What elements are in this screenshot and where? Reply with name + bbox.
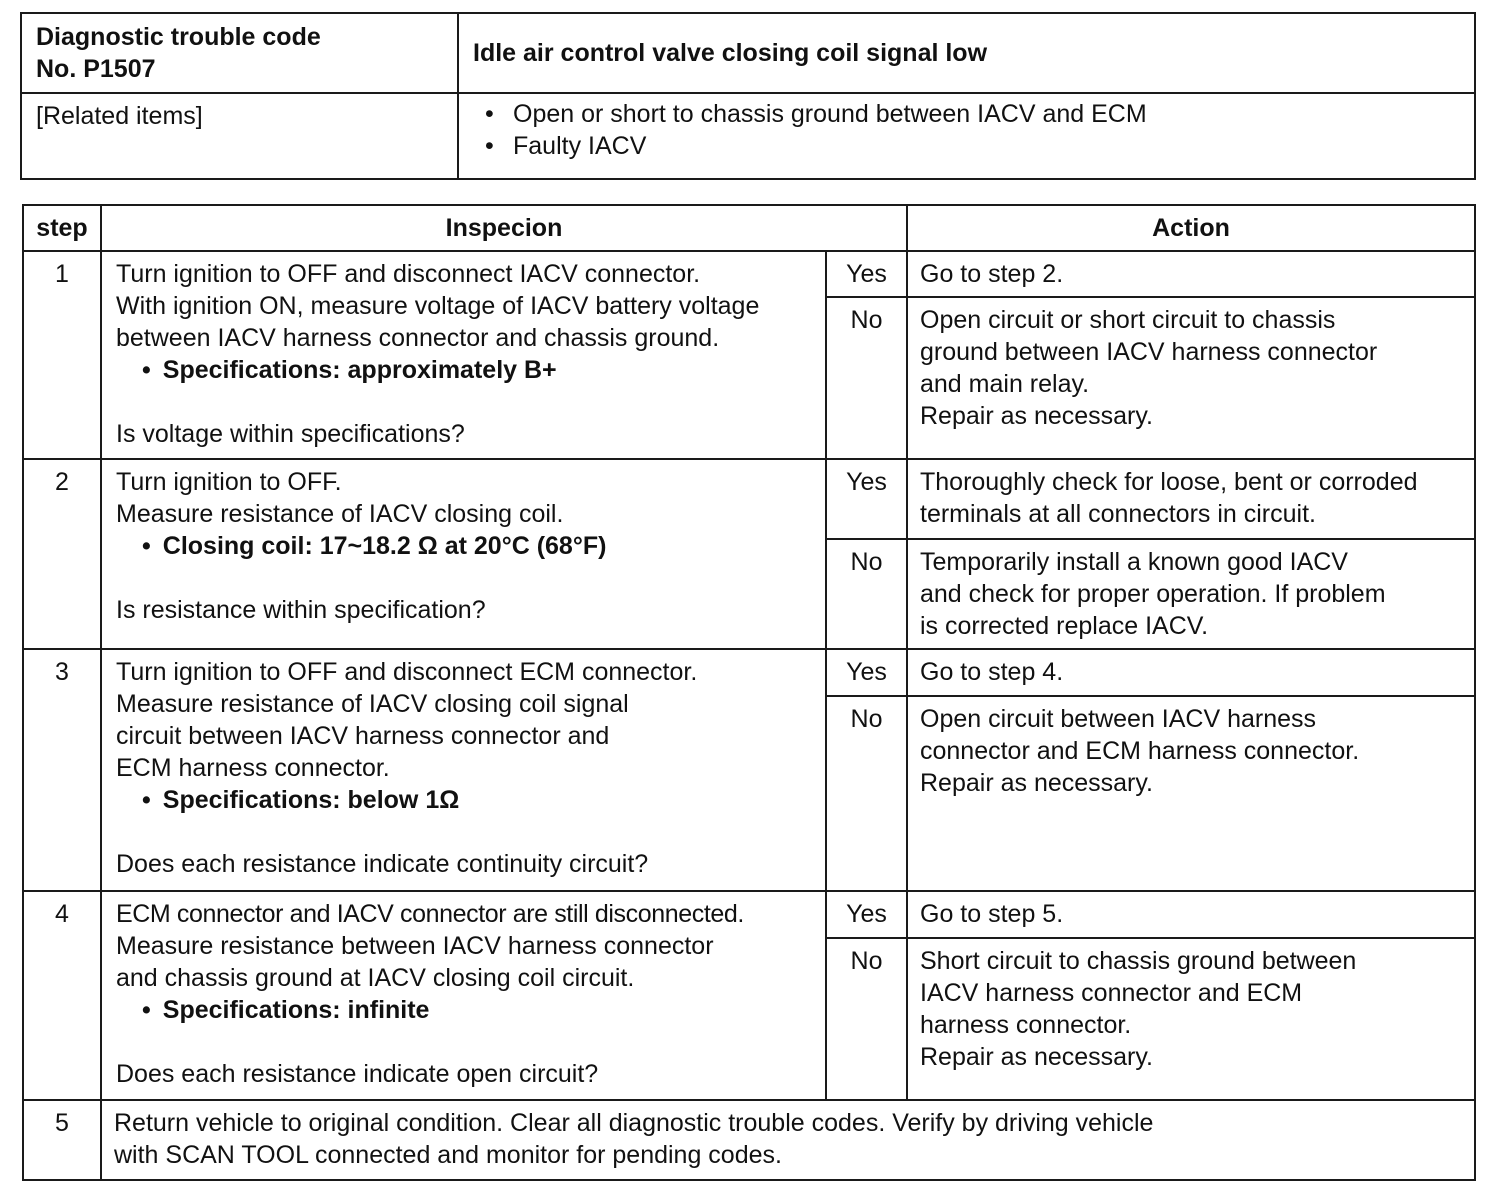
related-items-cell — [458, 93, 1475, 179]
dtc-title: Idle air control valve closing coil signal low — [458, 13, 1475, 93]
yes-action: Go to step 5. — [907, 891, 1475, 938]
inspection-line: Measure resistance of IACV closing coil signal — [116, 690, 629, 718]
inspection-cell — [101, 891, 826, 1100]
table-row — [23, 1100, 1475, 1180]
action-line: harness connector. — [920, 1011, 1132, 1039]
action-line: and main relay. — [920, 370, 1090, 398]
yes-label: Yes — [826, 459, 907, 539]
specification: • Specifications: infinite — [116, 994, 815, 1026]
yes-action — [907, 459, 1475, 539]
table-row — [23, 649, 1475, 696]
step-number: 2 — [23, 459, 101, 649]
specification: • Specifications: below 1Ω — [116, 784, 815, 816]
action-line: Temporarily install a known good IACV — [920, 548, 1348, 576]
inspection-line: Turn ignition to OFF and disconnect ECM connector. — [116, 658, 698, 686]
inspection-line: Return vehicle to original condition. Clear all diagnostic trouble codes. Verify by driving vehicle — [114, 1109, 1154, 1137]
inspection-cell — [101, 459, 826, 649]
action-line: Repair as necessary. — [920, 1043, 1153, 1071]
no-label: No — [826, 539, 907, 649]
no-label: No — [826, 297, 907, 459]
inspection-line: ECM harness connector. — [116, 754, 390, 782]
no-label: No — [826, 696, 907, 891]
inspection-line: With ignition ON, measure voltage of IACV battery voltage — [116, 292, 760, 320]
inspection-cell — [101, 251, 826, 459]
action-line: Thoroughly check for loose, bent or corroded — [920, 468, 1418, 496]
action-line: and check for proper operation. If problem — [920, 580, 1386, 608]
table-row — [23, 459, 1475, 539]
dtc-code-number: No. P1507 — [36, 55, 156, 83]
related-item: • Open or short to chassis ground between IACV and ECM — [513, 98, 1460, 130]
table-header-row — [23, 205, 1475, 251]
inspection-line: between IACV harness connector and chassis ground. — [116, 324, 720, 352]
related-items-label: [Related items] — [21, 93, 458, 179]
inspection-question: Is resistance within specification? — [116, 596, 486, 624]
step-number: 1 — [23, 251, 101, 459]
related-item: • Faulty IACV — [513, 130, 1460, 162]
action-line: Open circuit between IACV harness — [920, 705, 1317, 733]
procedure-table — [22, 204, 1476, 1181]
action-line: ground between IACV harness connector — [920, 338, 1378, 366]
yes-action: Go to step 2. — [907, 251, 1475, 297]
inspection-column-header: Inspecion — [101, 205, 907, 251]
action-line: Repair as necessary. — [920, 402, 1153, 430]
yes-label: Yes — [826, 649, 907, 696]
inspection-line: and chassis ground at IACV closing coil circuit. — [116, 964, 635, 992]
no-label: No — [826, 938, 907, 1100]
inspection-line: Measure resistance of IACV closing coil. — [116, 500, 564, 528]
inspection-line: with SCAN TOOL connected and monitor for pending codes. — [114, 1141, 782, 1169]
dtc-header-table — [20, 12, 1476, 180]
dtc-code-cell — [21, 13, 458, 93]
yes-label: Yes — [826, 891, 907, 938]
specification: • Specifications: approximately B+ — [116, 354, 815, 386]
action-line: Repair as necessary. — [920, 769, 1153, 797]
step-number: 4 — [23, 891, 101, 1100]
specification: • Closing coil: 17~18.2 Ω at 20°C (68°F) — [116, 530, 815, 562]
action-column-header: Action — [907, 205, 1475, 251]
step-number: 5 — [23, 1100, 101, 1180]
inspection-question: Is voltage within specifications? — [116, 420, 465, 448]
inspection-line: Turn ignition to OFF and disconnect IACV connector. — [116, 260, 701, 288]
yes-label: Yes — [826, 251, 907, 297]
action-line: IACV harness connector and ECM — [920, 979, 1303, 1007]
no-action — [907, 696, 1475, 891]
inspection-line: Turn ignition to OFF. — [116, 468, 342, 496]
action-line: terminals at all connectors in circuit. — [920, 500, 1316, 528]
inspection-line: circuit between IACV harness connector and — [116, 722, 610, 750]
no-action — [907, 297, 1475, 459]
final-step-cell — [101, 1100, 1475, 1180]
no-action — [907, 938, 1475, 1100]
step-number: 3 — [23, 649, 101, 891]
inspection-question: Does each resistance indicate continuity circuit? — [116, 850, 649, 878]
action-line: is corrected replace IACV. — [920, 612, 1209, 640]
action-line: connector and ECM harness connector. — [920, 737, 1360, 765]
inspection-question: Does each resistance indicate open circuit? — [116, 1060, 599, 1088]
inspection-line: Measure resistance between IACV harness connector — [116, 932, 714, 960]
action-line: Short circuit to chassis ground between — [920, 947, 1357, 975]
yes-action: Go to step 4. — [907, 649, 1475, 696]
inspection-line: ECM connector and IACV connector are still disconnected. — [116, 900, 744, 928]
related-items-list — [473, 98, 1460, 162]
table-row — [23, 891, 1475, 938]
inspection-cell — [101, 649, 826, 891]
no-action — [907, 539, 1475, 649]
dtc-code-label: Diagnostic trouble code — [36, 23, 321, 51]
action-line: Open circuit or short circuit to chassis — [920, 306, 1336, 334]
table-row — [23, 251, 1475, 297]
step-column-header: step — [23, 205, 101, 251]
